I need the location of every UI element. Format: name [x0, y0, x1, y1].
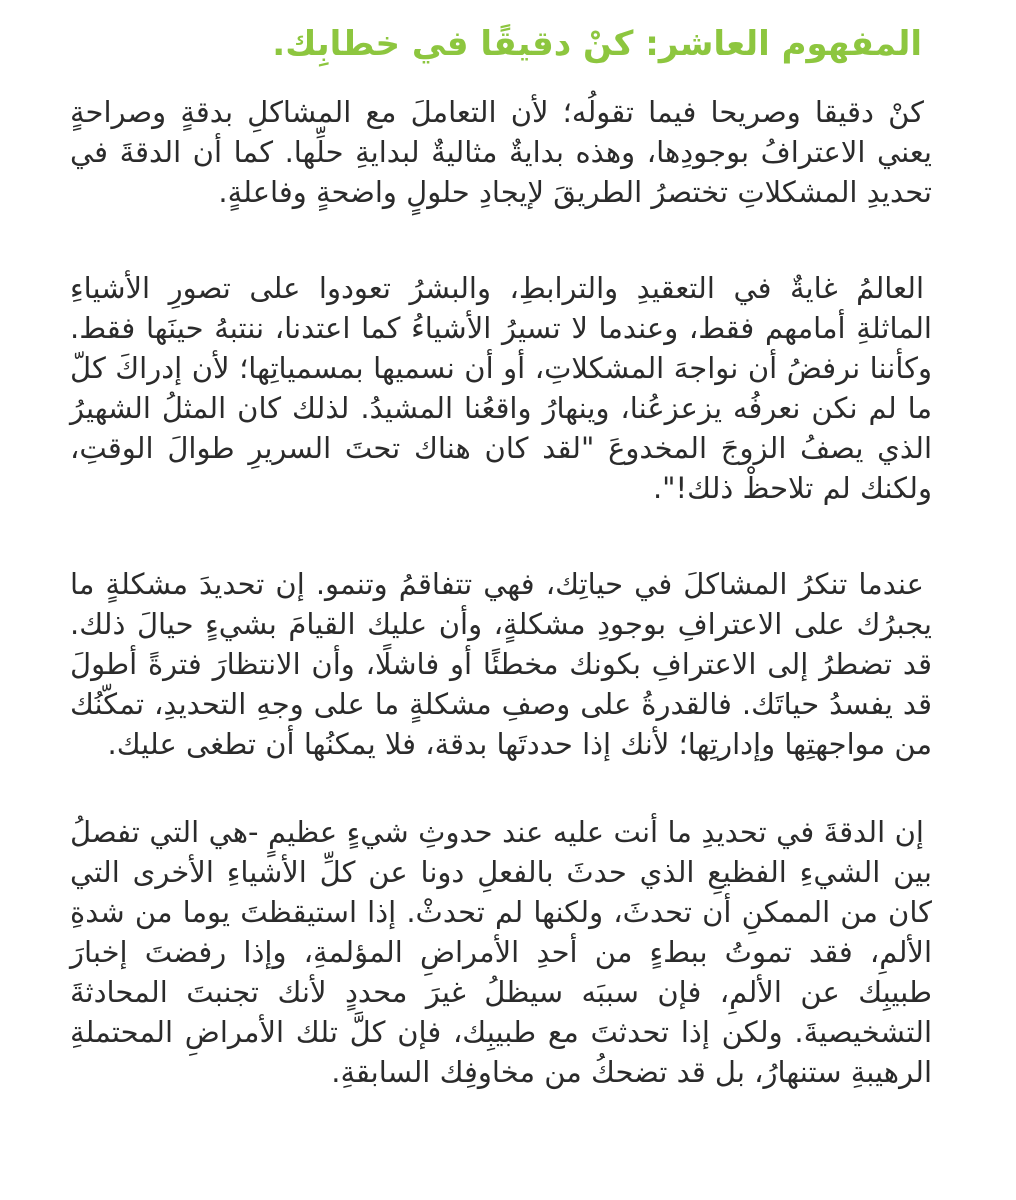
section-title: المفهوم العاشر: كنْ دقيقًا في خطابِك.	[272, 24, 922, 64]
paragraph-complex-world: العالمُ غايةٌ في التعقيدِ والترابطِ، والبشرُ تعودوا على تصورِ الأشياءِ الماثلةِ أمامهم فقط، وعندما لا تسيرُ الأشياءُ كما اعتدنا، ننتبهُ حينَها فقط. وكأننا نرفضُ أن نواجهَ المشكلاتِ، أو أن نسميها بمسمياتِها؛ لأن إدراكَ كلّ ما لم نكن نعرفُه يزعزعُنا، وينهارُ واقعُنا المشيدُ. لذلك كان المثلُ الشهيرُ الذي يصفُ الزوجَ المخدوعَ "لقد كان هناك تحتَ السريرِ طوالَ الوقتِ، ولكنك لم تلاحظْ ذلك!".	[70, 271, 932, 505]
paragraph-precision-intro: كنْ دقيقا وصريحا فيما تقولُه؛ لأن التعاملَ مع المشاكلِ بدقةٍ وصراحةٍ يعني الاعترافُ بوجودِها، وهذه بدايةٌ مثاليةٌ لبدايةِ حلِّها. كما أن الدقةَ في تحديدِ المشكلاتِ تختصرُ الطريقَ لإيجادِ حلولٍ واضحةٍ وفاعلةٍ.	[70, 95, 932, 209]
paragraph-denying-problems: عندما تنكرُ المشاكلَ في حياتِك، فهي تتفاقمُ وتنمو. إن تحديدَ مشكلةٍ ما يجبرُك على الاعترافِ بوجودِ مشكلةٍ، وأن عليك القيامَ بشيءٍ حيالَ ذلك. قد تضطرُ إلى الاعترافِ بكونك مخطئًا أو فاشلًا، وأن الانتظارَ فترةً أطولَ قد يفسدُ حياتَك. فالقدرةُ على وصفِ مشكلةٍ ما على وجهِ التحديدِ، تمكّنُك من مواجهتِها وإدارتِها؛ لأنك إذا حددتَها بدقة، فلا يمكنُها أن تطغى عليك.	[70, 567, 932, 761]
paragraph-doctor-example: إن الدقةَ في تحديدِ ما أنت عليه عند حدوثِ شيءٍ عظيمٍ -هي التي تفصلُ بين الشيءِ الفظيعِ الذي حدثَ بالفعلِ دونا عن كلِّ الأشياءِ الأخرى التي كان من الممكنِ أن تحدثَ، ولكنها لم تحدثْ. إذا استيقظتَ يوما من شدةِ الألمِ، فقد تموتُ ببطءٍ من أحدِ الأمراضِ المؤلمةِ، وإذا رفضتَ إخبارَ طبيبِك عن الألمِ، فإن سببَه سيظلُ غيرَ محددٍ لأنك تجنبتَ المحادثةَ التشخيصيةَ. ولكن إذا تحدثتَ مع طبيبِك، فإن كلَّ تلك الأمراضِ المحتملةِ الرهيبةِ ستنهارُ، بل قد تضحكُ من مخاوفِك السابقةِ.	[70, 815, 932, 1089]
